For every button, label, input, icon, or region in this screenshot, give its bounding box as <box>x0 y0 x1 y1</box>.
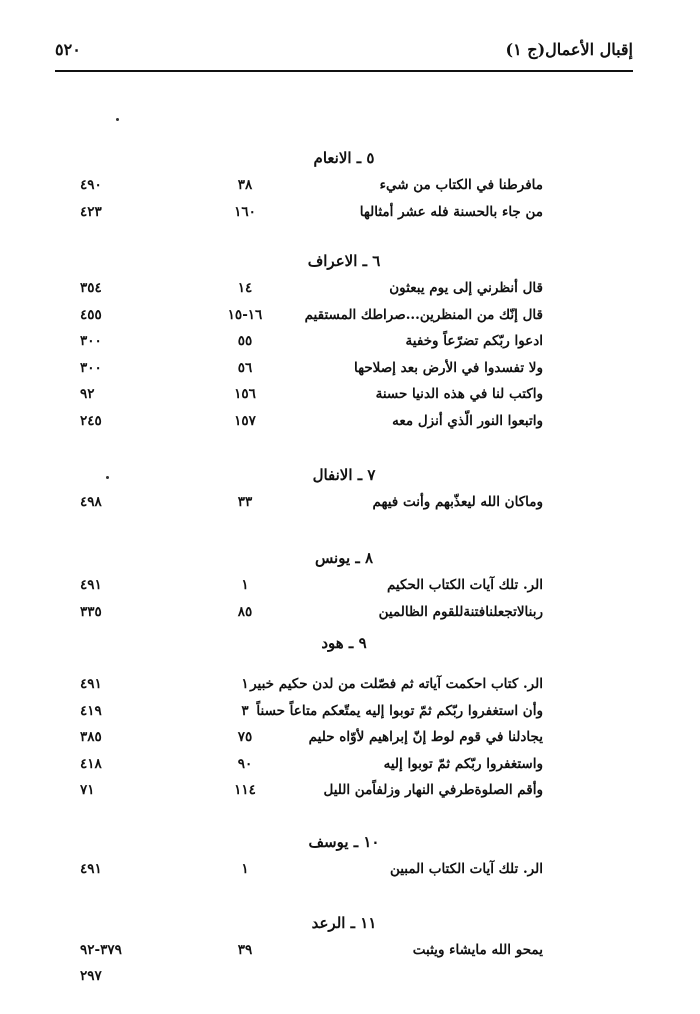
index-row <box>55 328 633 355</box>
page-reference: ٣٠٠ <box>80 333 102 349</box>
page-reference: ٤٩٠ <box>80 177 102 193</box>
section-anfal <box>55 463 633 516</box>
index-row <box>55 355 633 382</box>
page-reference: ٤٩١ <box>80 577 102 593</box>
verse-text: الر. تلك آيات الكتاب المبين <box>389 861 543 877</box>
ayah-number: ٣ <box>241 702 249 719</box>
section-heading: ٥ ـ الانعام <box>313 149 375 167</box>
index-row <box>55 751 633 778</box>
ayah-number: ١٦-١٥ <box>227 306 263 323</box>
section-anam <box>55 146 633 225</box>
index-row <box>55 777 633 804</box>
section-heading: ٦ ـ الاعراف <box>307 252 381 270</box>
ayah-number: ١ <box>241 577 249 593</box>
index-row <box>55 671 633 698</box>
section-heading: ٩ ـ هود <box>321 634 367 652</box>
ayah-number: ٣٩ <box>237 942 253 958</box>
verse-text: قال أنظرني إلى يوم يبعثون <box>389 280 543 296</box>
running-title: إقبال الأعمال(ج ١) <box>505 40 633 59</box>
section-rad <box>55 911 633 984</box>
verse-text: ربنالاتجعلنافتنةللقوم الظالمين <box>378 603 543 620</box>
page-reference: ٤٢٣ <box>80 203 102 220</box>
page-reference-continued: ٢٩٧ <box>80 968 102 984</box>
page-reference: ٤٩١ <box>80 861 102 877</box>
ayah-number: ١ <box>241 676 249 692</box>
ayah-number: ١ <box>241 861 249 877</box>
verse-text: الر. كتاب احكمت آياته ثم فصّلت من لدن حكيم خبير <box>250 676 543 692</box>
page-reference: ٤١٨ <box>80 755 102 772</box>
page-reference: ٣٧٩-٩٢ <box>80 942 122 958</box>
speck-mark <box>116 118 119 121</box>
index-row <box>55 199 633 226</box>
verse-text: واستغفروا ربّكم ثمّ توبوا إليه <box>383 755 543 772</box>
page-header <box>55 34 633 72</box>
ayah-number: ٣٣ <box>237 494 253 510</box>
index-row <box>55 856 633 883</box>
page-reference: ٤١٩ <box>80 702 102 719</box>
page-reference: ٤٩٨ <box>80 494 102 510</box>
verse-text: ادعوا ربّكم تضرّعاً وخفية <box>405 333 543 349</box>
index-row <box>55 408 633 435</box>
ayah-number: ١١٤ <box>234 782 256 798</box>
page-reference: ٤٥٥ <box>80 306 102 323</box>
ayah-number: ١٦٠ <box>234 203 256 220</box>
section-yunus <box>55 546 633 625</box>
ayah-number: ١٤ <box>237 280 253 296</box>
verse-text: وأقم الصلوةطرفي النهار وزلفاًمن الليل <box>323 782 543 798</box>
index-row <box>55 302 633 329</box>
index-row <box>55 599 633 626</box>
page-reference: ٣٨٥ <box>80 729 102 745</box>
page-reference: ٧١ <box>80 782 95 798</box>
section-heading: ٧ ـ الانفال <box>312 466 376 484</box>
verse-text: مافرطنا في الكتاب من شيء <box>379 177 543 193</box>
page-reference: ٣٣٥ <box>80 603 102 620</box>
index-row <box>55 381 633 408</box>
ayah-number: ٧٥ <box>237 729 253 745</box>
ayah-number: ٣٨ <box>237 177 253 193</box>
page-reference: ٩٢ <box>80 386 95 402</box>
page-reference: ٢٤٥ <box>80 412 102 429</box>
verse-text: قال إنّك من المنظرين...صراطك المستقيم <box>304 306 543 323</box>
section-araf <box>55 249 633 434</box>
index-row <box>55 572 633 599</box>
verse-text: وماكان الله ليعذّبهم وأنت فيهم <box>372 494 543 510</box>
page-number: ٥٢٠ <box>55 40 81 59</box>
ayah-number: ٨٥ <box>237 603 253 620</box>
ayah-number: ٥٦ <box>237 359 253 376</box>
section-heading: ١١ ـ الرعد <box>311 914 377 932</box>
section-heading: ١٠ ـ يوسف <box>308 833 380 851</box>
verse-text: يجادلنا في قوم لوط إنّ إبراهيم لأوّاه حليم <box>308 729 543 745</box>
verse-text: يمحو الله مايشاء ويثبت <box>412 942 543 958</box>
verse-text: الر. تلك آيات الكتاب الحكيم <box>386 577 543 593</box>
index-row <box>55 724 633 751</box>
section-hud <box>55 631 633 804</box>
verse-text: واتبعوا النور الّذي أنزل معه <box>392 412 543 429</box>
page-reference: ٤٩١ <box>80 676 102 692</box>
index-row <box>55 172 633 199</box>
verse-text: ولا تفسدوا في الأرض بعد إصلاحها <box>353 359 543 376</box>
ayah-number: ١٥٦ <box>234 386 256 402</box>
index-row <box>55 698 633 725</box>
ayah-number: ١٥٧ <box>234 412 256 429</box>
verse-text: وأن استغفروا ربّكم ثمّ توبوا إليه يمتّعكم متاعاً حسناً <box>256 702 543 719</box>
verse-text: واكتب لنا في هذه الدنيا حسنة <box>375 386 543 402</box>
index-row <box>55 489 633 516</box>
index-row <box>55 937 633 984</box>
section-heading: ٨ ـ يونس <box>314 549 374 567</box>
index-row <box>55 275 633 302</box>
section-yusuf <box>55 830 633 883</box>
verse-text: من جاء بالحسنة فله عشر أمثالها <box>359 203 543 220</box>
page-reference: ٣٠٠ <box>80 359 102 376</box>
ayah-number: ٩٠ <box>237 755 253 772</box>
page-reference: ٣٥٤ <box>80 280 102 296</box>
ayah-number: ٥٥ <box>237 333 253 349</box>
